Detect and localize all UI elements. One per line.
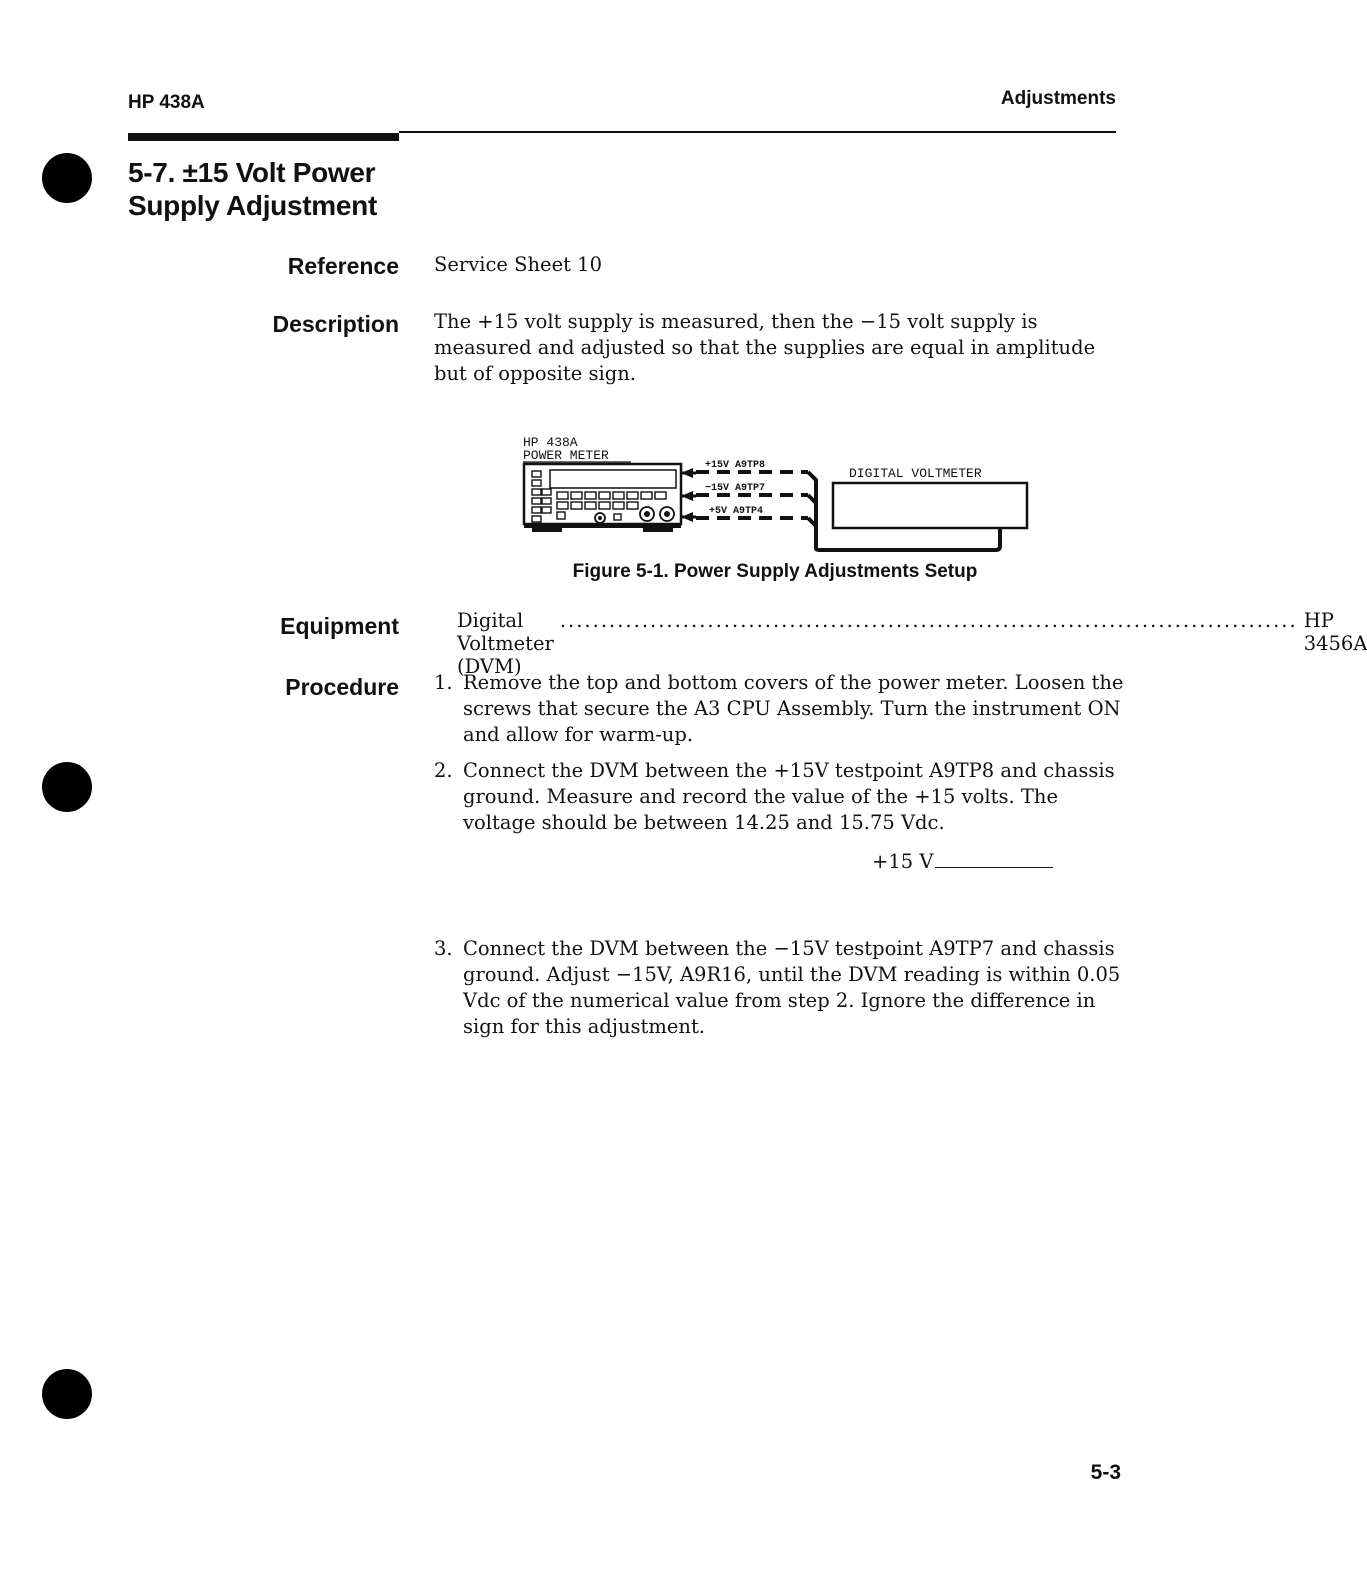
equipment-label: Equipment: [280, 613, 399, 639]
procedure-step: 1. Remove the top and bottom covers of the power meter. Loosen the screws that secure the A3 CPU Assembly. Turn the instrument ON and allow for warm-up.: [434, 671, 1124, 746]
setup-figure: [518, 430, 1038, 555]
lead-label-neg15v: −15V A9TP7: [705, 483, 766, 494]
record-blank: [935, 867, 1053, 868]
equipment-row: [457, 609, 1367, 678]
header-rule-thick: [128, 133, 399, 141]
description-label: Description: [272, 311, 399, 337]
dvm-label: DIGITAL VOLTMETER: [849, 466, 982, 481]
header-rule-thin: [399, 131, 1116, 133]
figure-caption: Figure 5-1. Power Supply Adjustments Setup: [572, 561, 978, 582]
record-field: [872, 850, 1053, 873]
lead-label-5v: +5V A9TP4: [709, 506, 764, 517]
digital-voltmeter-icon: [833, 483, 1027, 528]
power-meter-icon: [524, 464, 681, 532]
section-title-line1: 5-7. ±15 Volt Power: [128, 157, 376, 188]
reference-label: Reference: [287, 253, 399, 279]
meter-label-1: HP 438A: [523, 435, 578, 450]
record-label: +15 V: [872, 850, 934, 873]
reference-text: Service Sheet 10: [434, 253, 602, 276]
meter-label-2: POWER METER: [523, 448, 609, 463]
procedure-step: 3. Connect the DVM between the −15V testpoint A9TP7 and chassis ground. Adjust −15V, A9R16, until the DVM reading is within 0.05 Vdc of the numerical value from step 2. Ignore the difference in sign for this adjustment.: [434, 937, 1121, 1038]
page-number: 5-3: [1090, 1461, 1121, 1484]
setup-diagram: [518, 430, 1038, 555]
equipment-item: Digital Voltmeter (DVM): [457, 609, 554, 678]
binder-hole: [42, 1369, 92, 1419]
header-model: HP 438A: [128, 92, 205, 113]
binder-hole: [42, 762, 92, 812]
procedure-label: Procedure: [285, 674, 399, 700]
procedure-step: 2. Connect the DVM between the +15V testpoint A9TP8 and chassis ground. Measure and record the value of the +15 volts. The voltage should be between 14.25 and 15.75 Vdc.: [434, 759, 1115, 834]
header-chapter: Adjustments: [1000, 88, 1116, 109]
equipment-leader: ..........................................................................................: [559, 609, 1298, 632]
section-title: [128, 156, 377, 222]
binder-hole: [42, 153, 92, 203]
section-title-line2: Supply Adjustment: [128, 190, 377, 221]
description-text: The +15 volt supply is measured, then the −15 volt supply is measured and adjusted so that the supplies are equal in amplitude but of opposite sign.: [434, 310, 1096, 385]
lead-label-15v: +15V A9TP8: [705, 460, 766, 471]
equipment-model: HP 3456A: [1303, 609, 1367, 655]
